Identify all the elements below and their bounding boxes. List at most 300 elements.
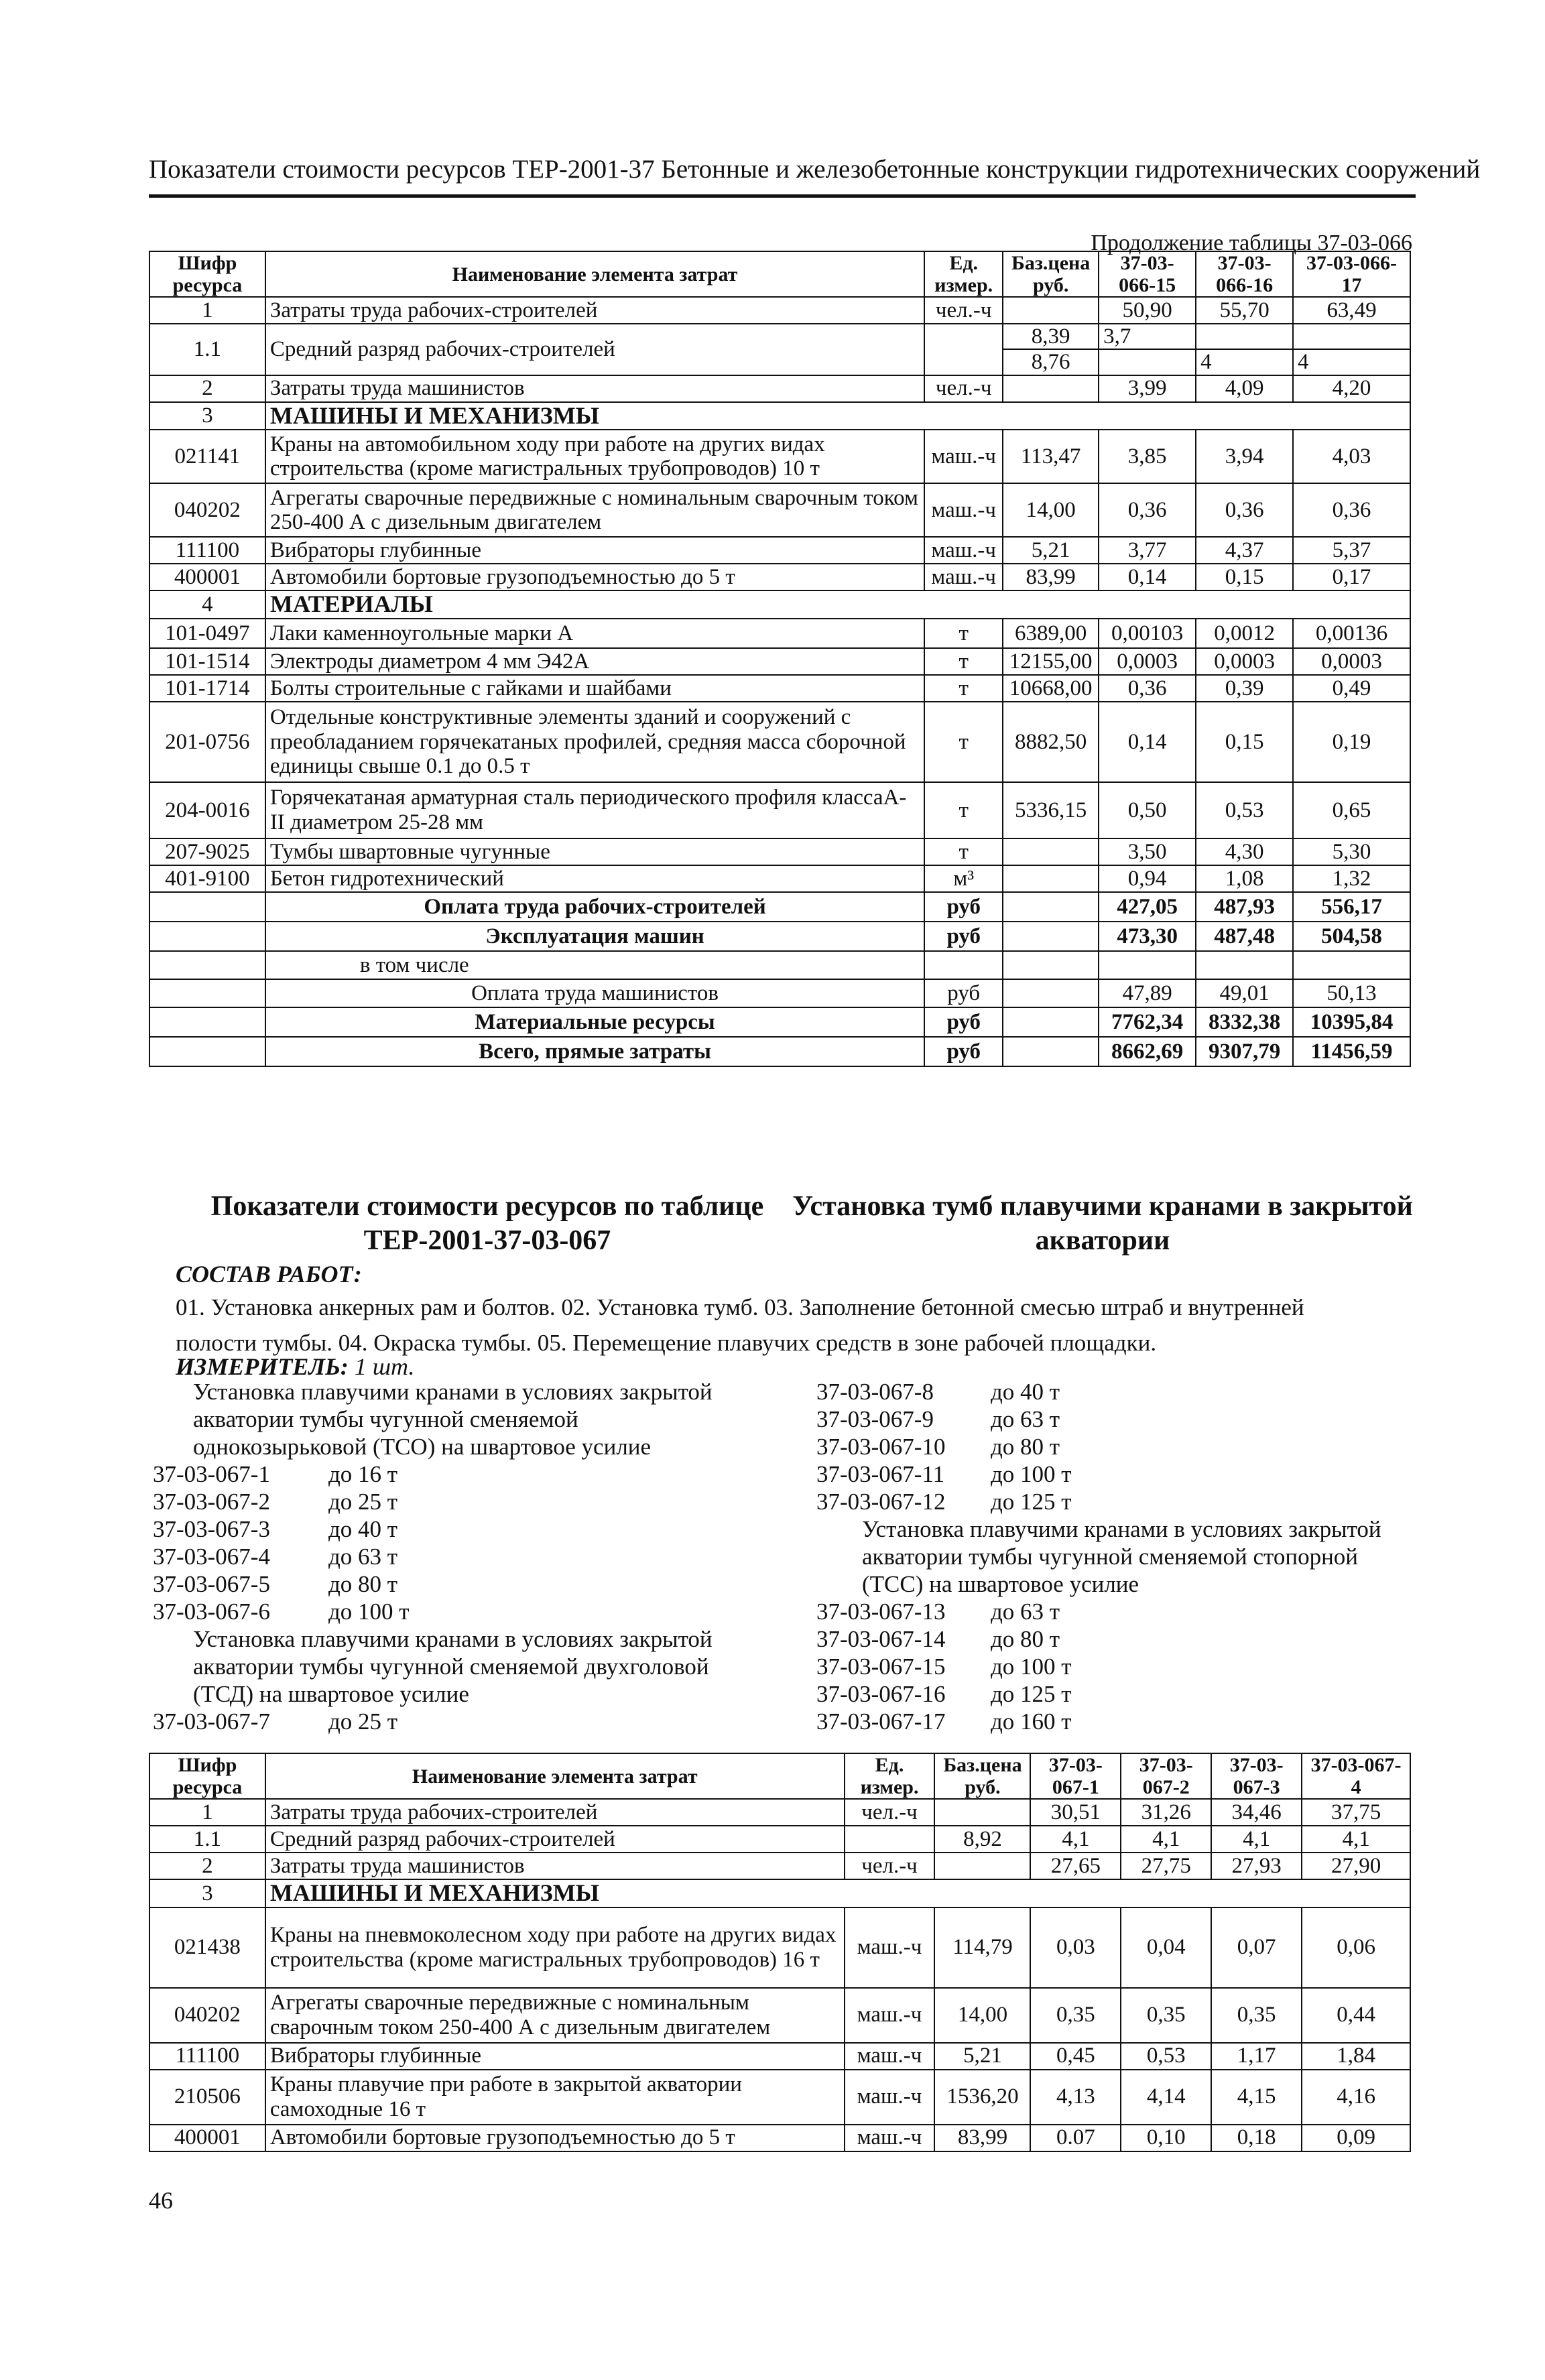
row-value-2: 4 [1196,349,1293,375]
row-unit: т [924,675,1003,702]
code-item [816,1378,1381,1405]
codes-desc-line: Установка плавучими кранами в условиях закрытой [193,1626,713,1652]
table-row [149,483,1410,537]
code-item [816,1653,1381,1680]
code-item [153,1515,713,1543]
row-price: 12155,00 [1003,648,1099,675]
row-name: Затраты труда рабочих-строителей [265,297,924,324]
row-value-2: 1,08 [1196,865,1293,892]
row-unit: маш.-ч [924,537,1003,564]
row-value-1: 0,14 [1099,564,1196,590]
row-unit: маш.-ч [845,1988,935,2043]
total-value-3: 50,13 [1293,979,1410,1007]
row-value-2: 0,53 [1121,2043,1211,2070]
code-item [153,1708,713,1735]
row-name: Бетон гидротехнический [265,865,924,892]
total-name: в том числе [265,951,924,979]
total-value-1: 427,05 [1099,892,1196,922]
code-item [816,1598,1381,1625]
code-item [153,1598,713,1625]
resource-table-066 [149,251,1411,1067]
table-row [149,430,1410,483]
row-value-3: 0,49 [1293,675,1410,702]
table-row [149,2070,1410,2125]
total-name: Материальные ресурсы [265,1007,924,1037]
row-code: 111100 [149,2043,265,2070]
row-value-2: 0,53 [1196,782,1293,838]
row-price: 6389,00 [1003,619,1099,648]
row-value-3: 1,32 [1293,865,1410,892]
header-price: Баз.цена руб. [934,1753,1030,1799]
row-code [149,979,265,1007]
code-text: до 80 т [991,1434,1060,1460]
row-value-3: 0,07 [1211,1907,1302,1988]
code-text: до 100 т [991,1653,1072,1680]
section-title-line: акватории [1035,1225,1170,1257]
row-price [1003,375,1099,402]
row-value-3: 0,35 [1211,1988,1302,2043]
row-value-3: 1,17 [1211,2043,1302,2070]
row-value-1 [1099,349,1196,375]
total-value-2 [1196,951,1293,979]
code: 37-03-067-1 [153,1461,270,1487]
codes-desc-line: Установка плавучими кранами в условиях закрытой [193,1379,713,1405]
row-code: 401-9100 [149,865,265,892]
row-unit: т [924,702,1003,782]
section-row [149,590,1410,619]
row-value-2: 3,94 [1196,430,1293,483]
table-row [149,1826,1410,1853]
row-price: 114,79 [934,1907,1030,1988]
row-price: 5336,15 [1003,782,1099,838]
total-unit: руб [924,1037,1003,1066]
row-price: 14,00 [1003,483,1099,537]
row-code: 400001 [149,564,265,590]
code-item [816,1433,1381,1460]
code-text: до 63 т [991,1599,1060,1625]
row-code: 400001 [149,2125,265,2151]
codes-desc-line: однокозырьковой (ТСО) на швартовое усилие [193,1434,652,1460]
section-title: МАШИНЫ И МЕХАНИЗМЫ [265,1879,1410,1907]
row-name: Средний разряд рабочих-строителей [265,324,924,375]
row-code: 2 [149,375,265,402]
code: 37-03-067-4 [153,1544,270,1570]
code: 37-03-067-17 [816,1708,946,1735]
table-row [149,2043,1410,2070]
row-value-3: 63,49 [1293,297,1410,324]
row-value-3: 0,36 [1293,483,1410,537]
row-unit: маш.-ч [845,1907,935,1988]
table-row [149,1799,1410,1826]
row-value-4: 0,44 [1302,1988,1410,2043]
table-row [149,782,1410,838]
total-value-1: 8662,69 [1099,1037,1196,1066]
code: 37-03-067-2 [153,1489,270,1515]
row-value-4: 0,09 [1302,2125,1410,2151]
codes-desc-line: (ТСД) на швартовое усилие [193,1681,469,1707]
total-value-2: 487,48 [1196,922,1293,951]
total-value-2: 9307,79 [1196,1037,1293,1066]
code-text: до 80 т [991,1626,1060,1652]
table-row [149,619,1410,648]
code-text: до 25 т [328,1489,398,1515]
row-value-2: 0,10 [1121,2125,1211,2151]
row-code: 101-1714 [149,675,265,702]
row-unit: маш.-ч [845,2070,935,2125]
izmeritel-label: ИЗМЕРИТЕЛЬ: [176,1353,349,1380]
row-value-1: 0,0003 [1099,648,1196,675]
sostav-line: 01. Установка анкерных рам и болтов. 02. Установка тумб. 03. Заполнение бетонной смесью штраб и внутренней [176,1294,1304,1320]
total-value-1: 47,89 [1099,979,1196,1007]
row-value-4: 0,06 [1302,1907,1410,1988]
sostav-text [176,1290,1409,1361]
code: 37-03-067-11 [816,1461,945,1487]
row-value-2: 0,35 [1121,1988,1211,2043]
header-col-3: 37-03-067-3 [1211,1753,1302,1799]
code-item [816,1625,1381,1653]
row-name: Автомобили бортовые грузоподъемностью до 5 т [265,564,924,590]
row-price: 14,00 [934,1988,1030,2043]
codes-right [816,1378,1381,1735]
header-unit: Ед. измер. [924,251,1003,297]
codes-desc-line: Установка плавучими кранами в условиях закрытой [862,1516,1381,1542]
row-value-3: 5,30 [1293,838,1410,865]
codes-desc [153,1625,713,1708]
row-value-2: 0,0003 [1196,648,1293,675]
row-value-1: 50,90 [1099,297,1196,324]
row-name: Краны на автомобильном ходу при работе на других видах строительства (кроме магистральных трубопроводов) 10 т [265,430,924,483]
total-name: Всего, прямые затраты [265,1037,924,1066]
code-text: до 160 т [991,1708,1072,1735]
table-row [149,865,1410,892]
row-value-1: 0,35 [1030,1988,1121,2043]
row-value-1: 0,00103 [1099,619,1196,648]
header-price: Баз.цена руб. [1003,251,1099,297]
code-text: до 63 т [328,1544,398,1570]
table-row [149,2125,1410,2151]
code-text: до 125 т [991,1489,1072,1515]
code-text: до 63 т [991,1406,1060,1432]
header-col-3: 37-03-066-17 [1293,251,1410,297]
row-price [1003,979,1099,1007]
table-row [149,537,1410,564]
table-row [149,702,1410,782]
row-code: 204-0016 [149,782,265,838]
codes-desc [153,1378,713,1460]
row-value-1: 0.07 [1030,2125,1121,2151]
row-value-2: 55,70 [1196,297,1293,324]
code: 37-03-067-9 [816,1406,934,1432]
code-text: до 40 т [991,1379,1060,1405]
row-unit: чел.-ч [924,297,1003,324]
row-value-1: 0,36 [1099,675,1196,702]
row-unit [845,1826,935,1853]
code-text: до 100 т [328,1599,410,1625]
row-value-2: 0,39 [1196,675,1293,702]
row-name: Вибраторы глубинные [265,2043,845,2070]
row-value-3: 4 [1293,349,1410,375]
row-name: Средний разряд рабочих-строителей [265,1826,845,1853]
total-name: Оплата труда рабочих-строителей [265,892,924,922]
page-header: Показатели стоимости ресурсов ТЕР-2001-37 Бетонные и железобетонные конструкции гидротехнических сооружений [149,155,1481,184]
row-value-2: 31,26 [1121,1799,1211,1826]
section-row [149,402,1410,430]
row-value-1: 4,1 [1030,1826,1121,1853]
codes-desc-line: акватории тумбы чугунной сменяемой стопорной [862,1544,1359,1570]
header-col-1: 37-03-066-15 [1099,251,1196,297]
row-value-2: 0,0012 [1196,619,1293,648]
row-code [149,1007,265,1037]
row-value-2 [1196,324,1293,349]
table-row [149,648,1410,675]
row-unit: м³ [924,865,1003,892]
row-unit: маш.-ч [845,2043,935,2070]
row-value-3: 34,46 [1211,1799,1302,1826]
sostav-label: СОСТАВ РАБОТ: [176,1261,362,1288]
code: 37-03-067-13 [816,1599,946,1625]
row-code: 040202 [149,1988,265,2043]
row-value-2: 0,15 [1196,702,1293,782]
code: 37-03-067-7 [153,1708,270,1735]
row-value-2: 4,09 [1196,375,1293,402]
section-title-line: ТЕР-2001-37-03-067 [363,1225,611,1257]
code-text: до 16 т [328,1461,398,1487]
header-col-2: 37-03-066-16 [1196,251,1293,297]
header-col-4: 37-03-067-4 [1302,1753,1410,1799]
section-title-line: Показатели стоимости ресурсов по таблице [210,1191,764,1222]
total-value-3: 556,17 [1293,892,1410,922]
row-code: 021141 [149,430,265,483]
row-unit: чел.-ч [924,375,1003,402]
row-price [1003,1007,1099,1037]
codes-desc-line: акватории тумбы чугунной сменяемой [193,1406,578,1432]
row-value-1: 0,36 [1099,483,1196,537]
total-row [149,951,1410,979]
code-item [816,1488,1381,1515]
row-price: 8,76 [1003,349,1099,375]
total-unit: руб [924,1007,1003,1037]
row-value-1: 0,14 [1099,702,1196,782]
total-name: Эксплуатация машин [265,922,924,951]
row-value-3: 4,03 [1293,430,1410,483]
total-value-1: 473,30 [1099,922,1196,951]
header-col-2: 37-03-067-2 [1121,1753,1211,1799]
table-row [149,324,1410,349]
section-title: МАШИНЫ И МЕХАНИЗМЫ [265,402,1410,430]
row-name: Отдельные конструктивные элементы зданий и сооружений с преобладанием горячекатаных профилей, средняя масса сборочной единицы свыше 0.1 до 0.5 т [265,702,924,782]
total-value-1 [1099,951,1196,979]
total-value-3: 504,58 [1293,922,1410,951]
header-unit: Ед. измер. [845,1753,935,1799]
row-name: Краны плавучие при работе в закрытой акватории самоходные 16 т [265,2070,845,2125]
resource-table-067 [149,1753,1411,2152]
total-value-3 [1293,951,1410,979]
row-value-3: 0,17 [1293,564,1410,590]
row-value-3: 0,19 [1293,702,1410,782]
row-name: Краны на пневмоколесном ходу при работе на других видах строительства (кроме магистральных трубопроводов) 16 т [265,1907,845,1988]
code-item [153,1460,713,1488]
row-code: 111100 [149,537,265,564]
row-value-1: 3,77 [1099,537,1196,564]
row-code [149,922,265,951]
row-unit: маш.-ч [924,483,1003,537]
row-value-3 [1293,324,1410,349]
codes-desc-line: акватории тумбы чугунной сменяемой двухголовой [193,1653,709,1680]
code-item [816,1405,1381,1433]
row-value-4: 1,84 [1302,2043,1410,2070]
row-price: 8,39 [1003,324,1099,349]
row-price: 83,99 [1003,564,1099,590]
table-row [149,1907,1410,1988]
row-value-2: 0,15 [1196,564,1293,590]
row-value-1: 0,94 [1099,865,1196,892]
total-row [149,1007,1410,1037]
row-name: Горячекатаная арматурная сталь периодического профиля классаА-II диаметром 25-28 мм [265,782,924,838]
page-number: 46 [149,2187,173,2214]
row-name: Агрегаты сварочные передвижные с номинальным сварочным током 250-400 А с дизельным двигателем [265,483,924,537]
row-value-2: 4,37 [1196,537,1293,564]
row-name: Автомобили бортовые грузоподъемностью до 5 т [265,2125,845,2151]
total-unit [924,951,1003,979]
code: 37-03-067-10 [816,1434,946,1460]
row-value-3: 27,93 [1211,1853,1302,1879]
total-value-2: 8332,38 [1196,1007,1293,1037]
row-price: 8,92 [934,1826,1030,1853]
row-value-1: 3,7 [1099,324,1196,349]
table-row [149,375,1410,402]
row-code: 021438 [149,1907,265,1988]
row-value-1: 3,99 [1099,375,1196,402]
code-item [153,1570,713,1598]
code-text: до 100 т [991,1461,1072,1487]
row-unit: маш.-ч [924,564,1003,590]
row-value-1: 30,51 [1030,1799,1121,1826]
row-value-3: 5,37 [1293,537,1410,564]
row-value-1: 0,03 [1030,1907,1121,1988]
total-value-1: 7762,34 [1099,1007,1196,1037]
section-row [149,1879,1410,1907]
row-code: 3 [149,1879,265,1907]
row-value-3: 0,0003 [1293,648,1410,675]
row-name: Затраты труда рабочих-строителей [265,1799,845,1826]
total-unit: руб [924,922,1003,951]
section-title: МАТЕРИАЛЫ [265,590,1410,619]
row-unit: маш.-ч [924,430,1003,483]
code-item [816,1708,1381,1735]
row-value-1: 3,50 [1099,838,1196,865]
izmeritel [176,1353,414,1381]
code-text: до 25 т [328,1708,398,1735]
row-price [1003,1037,1099,1066]
row-value-3: 0,00136 [1293,619,1410,648]
total-value-3: 10395,84 [1293,1007,1410,1037]
code-item [153,1488,713,1515]
code: 37-03-067-15 [816,1653,946,1680]
row-name: Болты строительные с гайками и шайбами [265,675,924,702]
row-name: Лаки каменноугольные марки А [265,619,924,648]
row-unit [924,324,1003,375]
row-unit: т [924,838,1003,865]
row-unit: т [924,648,1003,675]
row-price: 83,99 [934,2125,1030,2151]
section-title-line: Установка тумб плавучими кранами в закрытой [792,1191,1413,1222]
table-continuation-label: Продолжение таблицы 37-03-066 [1091,231,1412,255]
row-value-2: 0,04 [1121,1907,1211,1988]
row-price [1003,865,1099,892]
row-value-3: 0,18 [1211,2125,1302,2151]
row-value-2: 4,1 [1121,1826,1211,1853]
section-title-left [196,1190,779,1258]
row-value-3: 0,65 [1293,782,1410,838]
row-value-2: 0,36 [1196,483,1293,537]
row-unit: маш.-ч [845,2125,935,2151]
row-price: 1536,20 [934,2070,1030,2125]
header-col-1: 37-03-067-1 [1030,1753,1121,1799]
row-value-1: 4,13 [1030,2070,1121,2125]
codes-left [153,1378,713,1735]
row-price: 8882,50 [1003,702,1099,782]
header-code: Шифр ресурса [149,251,265,297]
row-unit: чел.-ч [845,1799,935,1826]
row-value-2: 27,75 [1121,1853,1211,1879]
row-code: 4 [149,590,265,619]
total-row [149,1037,1410,1066]
row-code: 3 [149,402,265,430]
header-name: Наименование элемента затрат [265,251,924,297]
code: 37-03-067-5 [153,1571,270,1597]
header-name: Наименование элемента затрат [265,1753,845,1799]
row-price: 10668,00 [1003,675,1099,702]
header-code: Шифр ресурса [149,1753,265,1799]
row-unit: чел.-ч [845,1853,935,1879]
code: 37-03-067-8 [816,1379,934,1405]
row-value-3: 4,20 [1293,375,1410,402]
table-row [149,1988,1410,2043]
row-name: Электроды диаметром 4 мм Э42А [265,648,924,675]
code: 37-03-067-6 [153,1599,270,1625]
total-value-2: 487,93 [1196,892,1293,922]
row-value-4: 37,75 [1302,1799,1410,1826]
code-text: до 80 т [328,1571,398,1597]
total-row [149,892,1410,922]
izmeritel-value: 1 шт. [354,1353,415,1380]
row-code: 210506 [149,2070,265,2125]
header-rule [149,194,1416,198]
total-row [149,922,1410,951]
sostav-line: полости тумбы. 04. Окраска тумбы. 05. Перемещение плавучих средств в зоне рабочей площадки. [176,1329,1157,1356]
code-item [816,1460,1381,1488]
code: 37-03-067-12 [816,1489,946,1515]
total-value-3: 11456,59 [1293,1037,1410,1066]
row-value-4: 4,1 [1302,1826,1410,1853]
row-code: 101-1514 [149,648,265,675]
row-value-1: 0,50 [1099,782,1196,838]
row-price [1003,297,1099,324]
row-price [934,1853,1030,1879]
table-row [149,297,1410,324]
row-code: 1 [149,1799,265,1826]
row-code: 040202 [149,483,265,537]
code: 37-03-067-3 [153,1516,270,1542]
row-code [149,1037,265,1066]
total-unit: руб [924,979,1003,1007]
row-price [1003,922,1099,951]
row-value-3: 4,15 [1211,2070,1302,2125]
code-text: до 40 т [328,1516,398,1542]
code-item [153,1543,713,1570]
row-name: Затраты труда машинистов [265,1853,845,1879]
row-value-2: 4,30 [1196,838,1293,865]
